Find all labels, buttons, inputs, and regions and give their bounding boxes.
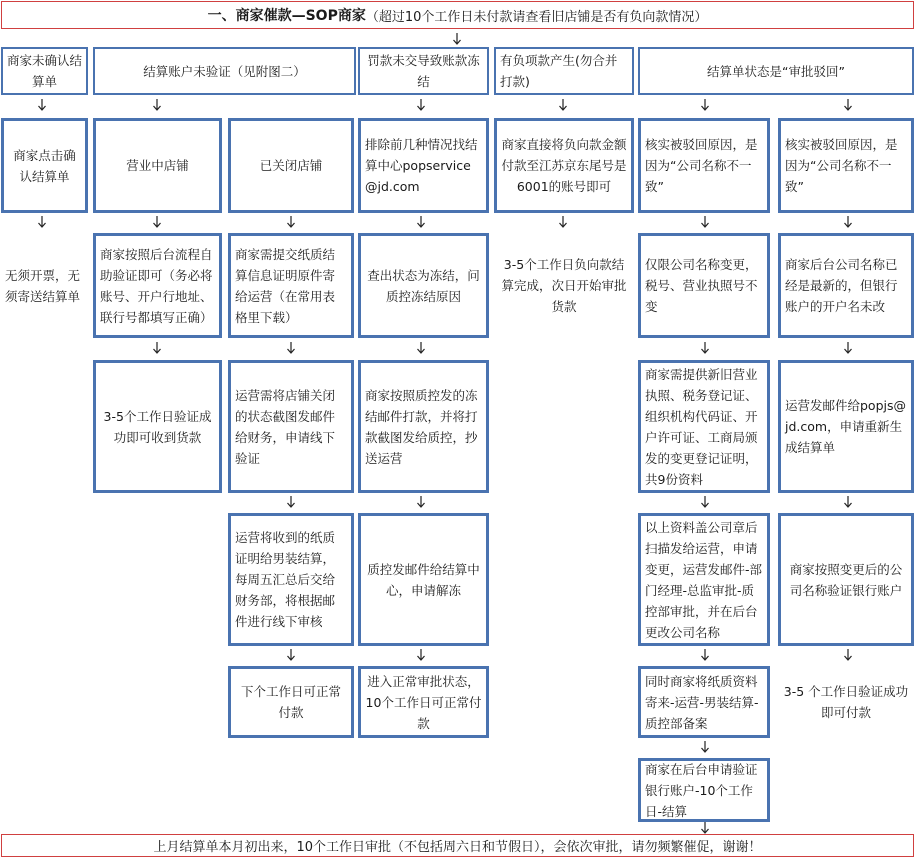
down-arrow-icon xyxy=(37,99,47,111)
c3-step2: 查出状态为冻结，问质控冻结原因 xyxy=(358,233,489,338)
down-arrow-icon xyxy=(558,216,568,228)
flowchart-title xyxy=(1,1,914,29)
c1-step2: 无须开票，无须寄送结算单 xyxy=(1,233,88,338)
c5a-step2: 仅限公司名称变更，税号、营业执照号不变 xyxy=(638,233,770,338)
down-arrow-icon xyxy=(843,496,853,508)
header-fine-unpaid-frozen: 罚款未交导致账款冻结 xyxy=(358,47,489,95)
c1-step1: 商家点击确认结算单 xyxy=(1,118,88,213)
down-arrow-icon xyxy=(700,216,710,228)
c3-step5: 进入正常审批状态，10个工作日可正常付款 xyxy=(358,666,489,738)
down-arrow-icon xyxy=(700,99,710,111)
c2b-step4: 运营将收到的纸质证明给男装结算，每周五汇总后交给财务部，将根据邮件进行线下审核 xyxy=(228,513,354,646)
c5b-step2: 商家后台公司名称已经是最新的，但银行账户的开户名未改 xyxy=(778,233,914,338)
c4-step1: 商家直接将负向款金额付款至江苏京东尾号是6001的账号即可 xyxy=(494,118,634,213)
c5a-step5: 同时商家将纸质资料寄来-运营-男装结算-质控部备案 xyxy=(638,666,770,738)
down-arrow-icon xyxy=(416,342,426,354)
c5a-step3: 商家需提供新旧营业执照、税务登记证、组织机构代码证、开户许可证、工商局颁发的变更登记证明，共9份资料 xyxy=(638,360,770,493)
title-sub: （超过10个工作日未付款请查看旧店铺是否有负向款情况） xyxy=(365,9,708,25)
c2b-step3: 运营需将店铺关闭的状态截图发邮件给财务，申请线下验证 xyxy=(228,360,354,493)
c5b-step5: 3-5 个工作日验证成功即可付款 xyxy=(778,666,914,738)
c2a-step2: 商家按照后台流程自助验证即可（务必将账号、开户行地址、联行号都填写正确） xyxy=(93,233,222,338)
down-arrow-icon xyxy=(286,342,296,354)
down-arrow-icon xyxy=(843,216,853,228)
down-arrow-icon xyxy=(416,649,426,661)
c5a-step4: 以上资料盖公司章后扫描发给运营，申请变更，运营发邮件-部门经理-总监审批-质控部审批，并在后台更改公司名称 xyxy=(638,513,770,646)
down-arrow-icon xyxy=(286,496,296,508)
down-arrow-icon xyxy=(700,496,710,508)
down-arrow-icon xyxy=(286,649,296,661)
down-arrow-icon xyxy=(558,99,568,111)
header-unconfirmed-statement: 商家未确认结算单 xyxy=(1,47,88,95)
c5a-step6: 商家在后台申请验证银行账户-10个工作日-结算 xyxy=(638,758,770,822)
down-arrow-icon xyxy=(843,649,853,661)
footer-text: 上月结算单本月初出来，10个工作日审批（不包括周六日和节假日），会依次审批，请勿频繁催促，谢谢！ xyxy=(153,840,762,855)
c2a-step3: 3-5个工作日验证成功即可收到货款 xyxy=(93,360,222,493)
footer-note xyxy=(1,834,914,857)
down-arrow-icon xyxy=(37,216,47,228)
c4-step2: 3-5个工作日负向款结算完成，次日开始审批货款 xyxy=(494,233,634,338)
down-arrow-icon xyxy=(416,216,426,228)
c2a-step1: 营业中店铺 xyxy=(93,118,222,213)
down-arrow-icon xyxy=(843,342,853,354)
down-arrow-icon xyxy=(700,822,710,834)
c5b-step4: 商家按照变更后的公司名称验证银行账户 xyxy=(778,513,914,646)
down-arrow-icon xyxy=(152,216,162,228)
c3-step3: 商家按照质控发的冻结邮件打款，并将打款截图发给质控，抄送运营 xyxy=(358,360,489,493)
c5b-step3: 运营发邮件给popjs@jd.com，申请重新生成结算单 xyxy=(778,360,914,493)
down-arrow-icon xyxy=(416,496,426,508)
header-negative-payment: 有负项款产生(勿合并打款) xyxy=(494,47,634,95)
down-arrow-icon xyxy=(286,216,296,228)
down-arrow-icon xyxy=(152,342,162,354)
c2b-step1: 已关闭店铺 xyxy=(228,118,354,213)
c3-step4: 质控发邮件给结算中心，申请解冻 xyxy=(358,513,489,646)
down-arrow-icon xyxy=(843,99,853,111)
down-arrow-icon xyxy=(700,649,710,661)
down-arrow-icon xyxy=(416,99,426,111)
down-arrow-icon xyxy=(700,741,710,753)
title-main: 一、商家催款—SOP商家 xyxy=(207,8,366,24)
header-account-unverified: 结算账户未验证（见附图二） xyxy=(93,47,356,95)
c5b-step1: 核实被驳回原因，是因为“公司名称不一致” xyxy=(778,118,914,213)
c2b-step2: 商家需提交纸质结算信息证明原件寄给运营（在常用表格里下载） xyxy=(228,233,354,338)
c5a-step1: 核实被驳回原因，是因为“公司名称不一致” xyxy=(638,118,770,213)
down-arrow-icon xyxy=(452,33,462,45)
c2b-step5: 下个工作日可正常付款 xyxy=(228,666,354,738)
down-arrow-icon xyxy=(700,342,710,354)
header-approval-rejected: 结算单状态是“审批驳回” xyxy=(638,47,914,95)
down-arrow-icon xyxy=(152,99,162,111)
c3-step1: 排除前几种情况找结算中心popservice@jd.com xyxy=(358,118,489,213)
